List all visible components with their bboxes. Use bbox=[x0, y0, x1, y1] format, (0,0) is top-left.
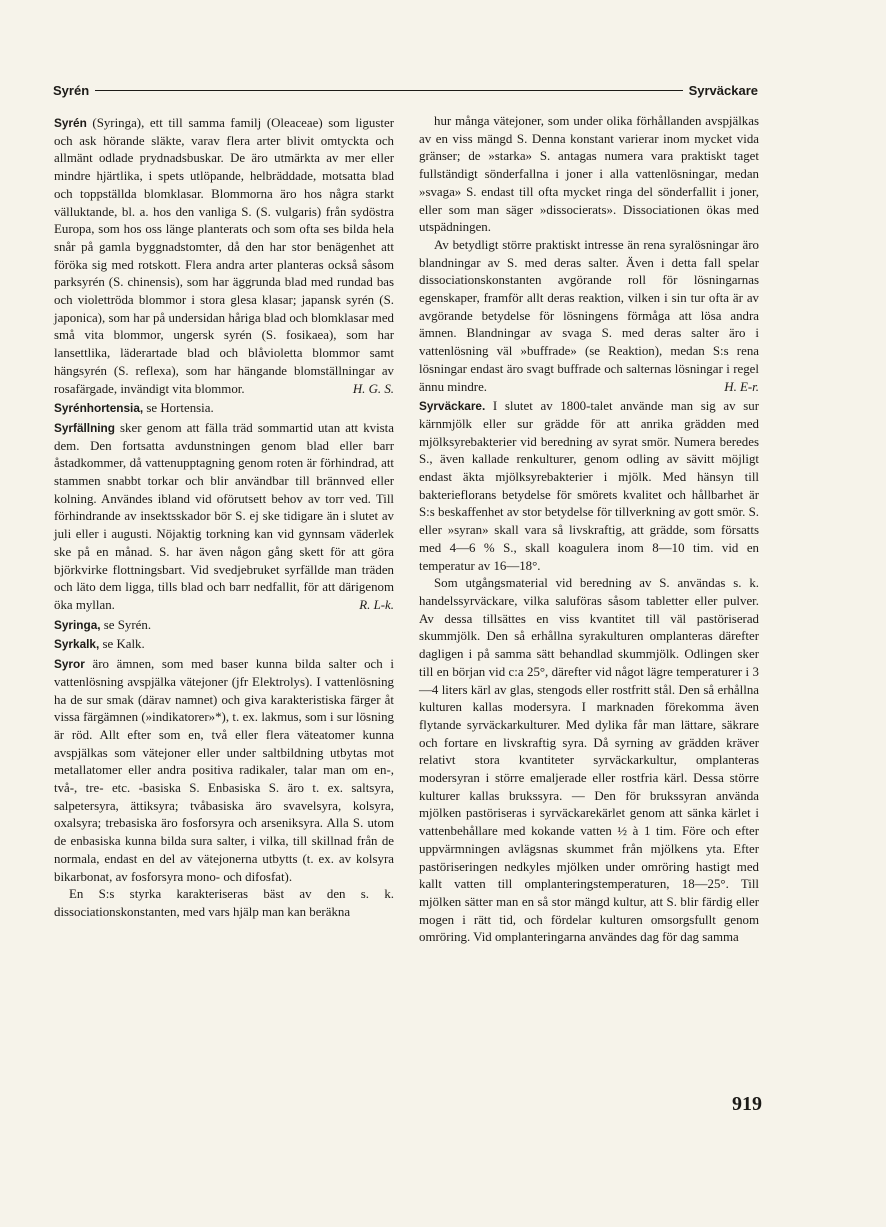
dictionary-entry bbox=[54, 656, 394, 886]
dictionary-entry bbox=[419, 575, 759, 947]
page-number: 919 bbox=[732, 1093, 762, 1115]
entry-headword: Syrénhortensia, bbox=[54, 401, 144, 416]
dictionary-entry bbox=[54, 636, 394, 654]
entry-headword: Syror bbox=[54, 657, 85, 672]
entry-text: (Syringa), ett till samma familj (Oleaceae) som liguster och ask hörande släkte, varav flera arter blivit omtyckta och allmänt odlade prydnadsbuskar. De äro utmärkta av mer eller mindre hjärtlika, i spets utlöpande, helbräddade, motsatta blad och toppställda blomklasar. Blommorna äro hos några starkt välluktande, bl. a. hos den vanliga S. (S. vulgaris) från sydöstra Europa, som hos oss länge planterats och som ofta ses bilda hela snår på gamla byggnadstomter, då den har stor benägenhet att föröka sig med rotskott. Flera andra arter planteras också såsom parksyrén (S. chinensis), som har äggrunda blad med rundad bas och violettröda blommor i stora glesa klasar; japansk syrén (S. japonica), som har på undersidan håriga blad och blomklasar med små vita blommor, ungersk syrén (S. fosikaea), som har lansettlika, läderartade blad och blåvioletta blommor samt hängsyrén (S. reflexa), som har hängande blomställningar av rosafärgade, invändigt vita blommor. bbox=[54, 116, 394, 396]
entry-text: hur många vätejoner, som under olika förhållanden avspjälkas av en viss mängd S. Denna konstant varierar inom mycket vida gränser; de »starka» S. antagas numera vara praktiskt taget fullständigt sönderfallna i joner i alla vattenlösningar, medan »svaga» S. endast till ofta mycket ringa del sönderfallit i joner, eller som man säger »dissocierats». Dissociationen ökas med utspädningen. bbox=[419, 114, 759, 235]
entry-text: se Hortensia. bbox=[143, 401, 214, 416]
entry-text: sker genom att fälla träd sommartid utan att kvista dem. Den fortsatta avdunstningen genom blad eller barr åstadkommer, då vattenupptagning genom roten är förhindrad, att stammen snabbt torkar och blir användbar till brännved eller kolning. Användes ibland vid oförutsett behov av torr ved. Till förhindrande av insektsskador bör S. ej ske tidigare än i slutet av juli eller i augusti. Nöjaktig torkning kan vid gynnsam väderlek ske på en månad. S. har även någon gång skett för att göra björkvirke flottningsbart. Vid svedjebruket syrfällde man träden och läto dem ligga, tills blad och barr nedfallit, för att därigenom öka myllan. bbox=[54, 420, 394, 612]
author-signature: H. E-r. bbox=[724, 379, 759, 394]
author-signature: H. G. S. bbox=[352, 381, 394, 396]
entry-headword: Syrkalk, bbox=[54, 637, 100, 652]
entry-headword: Syringa, bbox=[54, 617, 101, 632]
header-rule bbox=[95, 90, 682, 91]
running-header bbox=[53, 80, 758, 100]
dictionary-entry bbox=[54, 886, 394, 921]
dictionary-entry bbox=[419, 237, 759, 396]
dictionary-entry bbox=[54, 400, 394, 418]
entry-text: äro ämnen, som med baser kunna bilda salter och i vattenlösning avspjälka vätejoner (jfr Elektrolys). I vattenlösning ha de sur smak (därav namnet) och giva karakteristiska färger åt vissa färgämnen (»indikatorer»*), t. ex. lakmus, som i sur lösning är röd. Allt efter som en, två eller flera väteatomer kunna avspjälkas som vätejoner eller under saltbildning utbytas mot metallatomer eller andra positiva radikaler, talar man om en-, två-, tre- etc. -basiska S. Enbasiska S. äro t. ex. saltsyra, salpetersyra, ättiksyra; tvåbasiska äro svavelsyra, kolsyra, oxalsyra; trebasiska äro fosforsyra och arseniksyra. Alla S. utom de enbasiska kunna bilda sura salter, i vilka, till skillnad från de normala, endast en del av vätejonerna utbytts (t. ex. av kolsyra bikarbonat, av fosforsyra mono- och difosfat). bbox=[54, 657, 394, 884]
entry-text: Av betydligt större praktiskt intresse än rena syralösningar äro blandningar av S. med deras salter. Även i detta fall spelar dissociationskonstanten avgörande roll för lösningarnas egenskaper, framför allt deras reaktion, vilken i sin tur ofta är av avgörande betydelse för lösningens förmåga att lösa andra ämnen. Blandningar av svaga S. med deras salter äro i vattenlösning väl »buffrade» (se Reaktion), medan S:s rena lösningar endast äro svagt buffrade och salternas lösningar i regel ännu mindre. bbox=[419, 237, 759, 394]
dictionary-entry bbox=[54, 115, 394, 398]
entry-headword: Syrfällning bbox=[54, 420, 115, 435]
entry-text: En S:s styrka karakteriseras bäst av den s. k. dissociationskonstanten, med vars hjälp man kan beräkna bbox=[54, 887, 394, 919]
entry-text: se Kalk. bbox=[99, 637, 145, 652]
author-signature: R. L-k. bbox=[359, 597, 394, 612]
dictionary-entry bbox=[419, 113, 759, 237]
dictionary-entry bbox=[419, 398, 759, 575]
header-left-word: Syrén bbox=[53, 82, 90, 98]
left-column bbox=[54, 113, 394, 922]
entry-headword: Syrväckare. bbox=[419, 399, 486, 414]
entry-text: I slutet av 1800-talet använde man sig av sur kärnmjölk eller sur grädde för att anrika grädden med mjölksyrebakterier vid beredning av syrat smör. Numera beredes S., även kallade renkulturer, genom odling av sävitt möjligt endast äkta mjölksyrebakterier i mjölk. Med hänsyn till bakterieflorans betydelse för smörets kvalitet och hållbarhet är S:s beskaffenhet av stor betydelse för tillverkning av gott smör. S. eller »syran» skall vara så livskraftig, att grädde, som försatts med 4—6 % S., skall koagulera inom 8—10 tim. vid en temperatur av 16—18°. bbox=[419, 399, 759, 573]
entry-headword: Syrén bbox=[54, 116, 87, 130]
entry-text: Som utgångsmaterial vid beredning av S. användas s. k. handelssyrväckare, vilka saluföras såsom tabletter eller pulver. Av dessa tillsättes en viss kvantitet till väl pastöriserad skummjölk. Den så erhållna syrakulturen omplanteras därefter dagligen i på samma sätt behandlad skummjölk. Odlingen sker till en början vid c:a 25°, därefter vid något lägre temperaturer i 3—4 liters kärl av glas, stengods eller rostfritt stål. Den så erhållna kulturen kallas modersyra. I marknaden förekomma även flytande syrväckarkulturer. Med dylika får man lättare, säkrare och fortare en livskraftig syra. Då syrning av grädden kräver relativt stora kvantiteter syrväckarkultur, omplanteras modersyran i större emaljerade eller rostfria kärl. Dessa större kulturer kallas brukssyra. — Den för brukssyran använda mjölken pastöriseras i syrväckarekärlet genom att sänka kärlet i vattenbehållare med kokande vatten ½ à 1 tim. Före och efter uppvärmningen avlägsnas skummet från mjölkens yta. Efter pastöriseringen nedkyles mjölken under omröring hastigt med kallt vatten till omplanteringstemperaturen, 18—25°. Till mjölken sätter man en så stor mängd kultur, att S. blir färdig eller mogen i rätt tid, och fördelar kulturen omsorgsfullt genom omröring. Vid omplanteringarna användes dag för dag samma bbox=[419, 576, 759, 945]
entry-text: se Syrén. bbox=[100, 617, 152, 632]
header-right-word: Syrväckare bbox=[688, 82, 758, 98]
dictionary-entry bbox=[54, 420, 394, 615]
right-column bbox=[419, 113, 759, 947]
dictionary-entry bbox=[54, 617, 394, 635]
